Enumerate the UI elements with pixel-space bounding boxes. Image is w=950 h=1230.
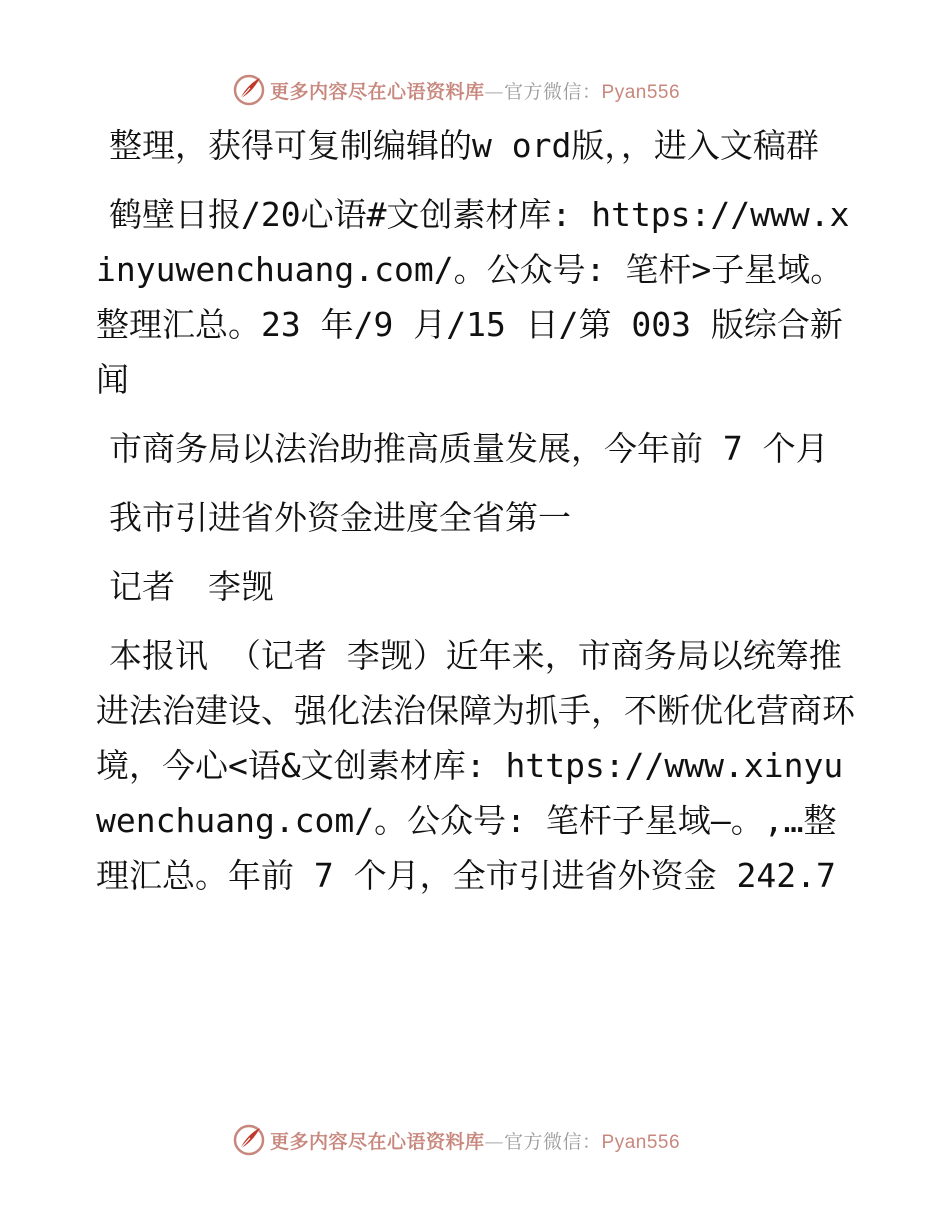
paragraph-intro: 整理，获得可复制编辑的w ord版，，进入文稿群: [109, 126, 819, 165]
paragraph-source: 鹤壁日报/20心语#文创素材库: https://www.xinyuwenchuang.com/。公众号: 笔杆>子星域。整理汇总。23 年/9 月/15 日/第 003 版综合新闻: [96, 195, 850, 399]
watermark-official-label: 官方微信：: [504, 1130, 602, 1153]
watermark-wechat-id: Pyan556: [601, 81, 681, 103]
watermark-text: [270, 1127, 680, 1154]
article-headline-line1: 市商务局以法治助推高质量发展，今年前 7 个月: [109, 429, 829, 468]
header-watermark: [232, 72, 732, 108]
watermark-main-text: 更多内容尽在心语资料库: [270, 1130, 485, 1153]
article-byline: 记者 李觊: [109, 567, 274, 606]
watermark-dash: —: [484, 80, 505, 103]
watermark-official-label: 官方微信：: [504, 80, 602, 103]
watermark-text: [270, 77, 680, 104]
watermark-wechat-id: Pyan556: [601, 1131, 681, 1153]
feather-pen-logo-icon: [232, 1123, 266, 1157]
watermark-dash: —: [484, 1130, 505, 1153]
watermark-main-text: 更多内容尽在心语资料库: [270, 80, 485, 103]
article-headline-line2: 我市引进省外资金进度全省第一: [109, 498, 571, 537]
document-body: [96, 118, 856, 917]
footer-watermark: [232, 1122, 732, 1158]
feather-pen-logo-icon: [232, 73, 266, 107]
article-body-paragraph: 本报讯 （记者 李觊）近年来，市商务局以统筹推进法治建设、强化法治保障为抓手，不断优化营商环境，今心<语&文创素材库: https://www.xinyuwenchuang.com/。公众号: 笔杆子星域—。,…整理汇总。年前 7 个月，全市引进省外资金 242.7: [96, 636, 855, 895]
